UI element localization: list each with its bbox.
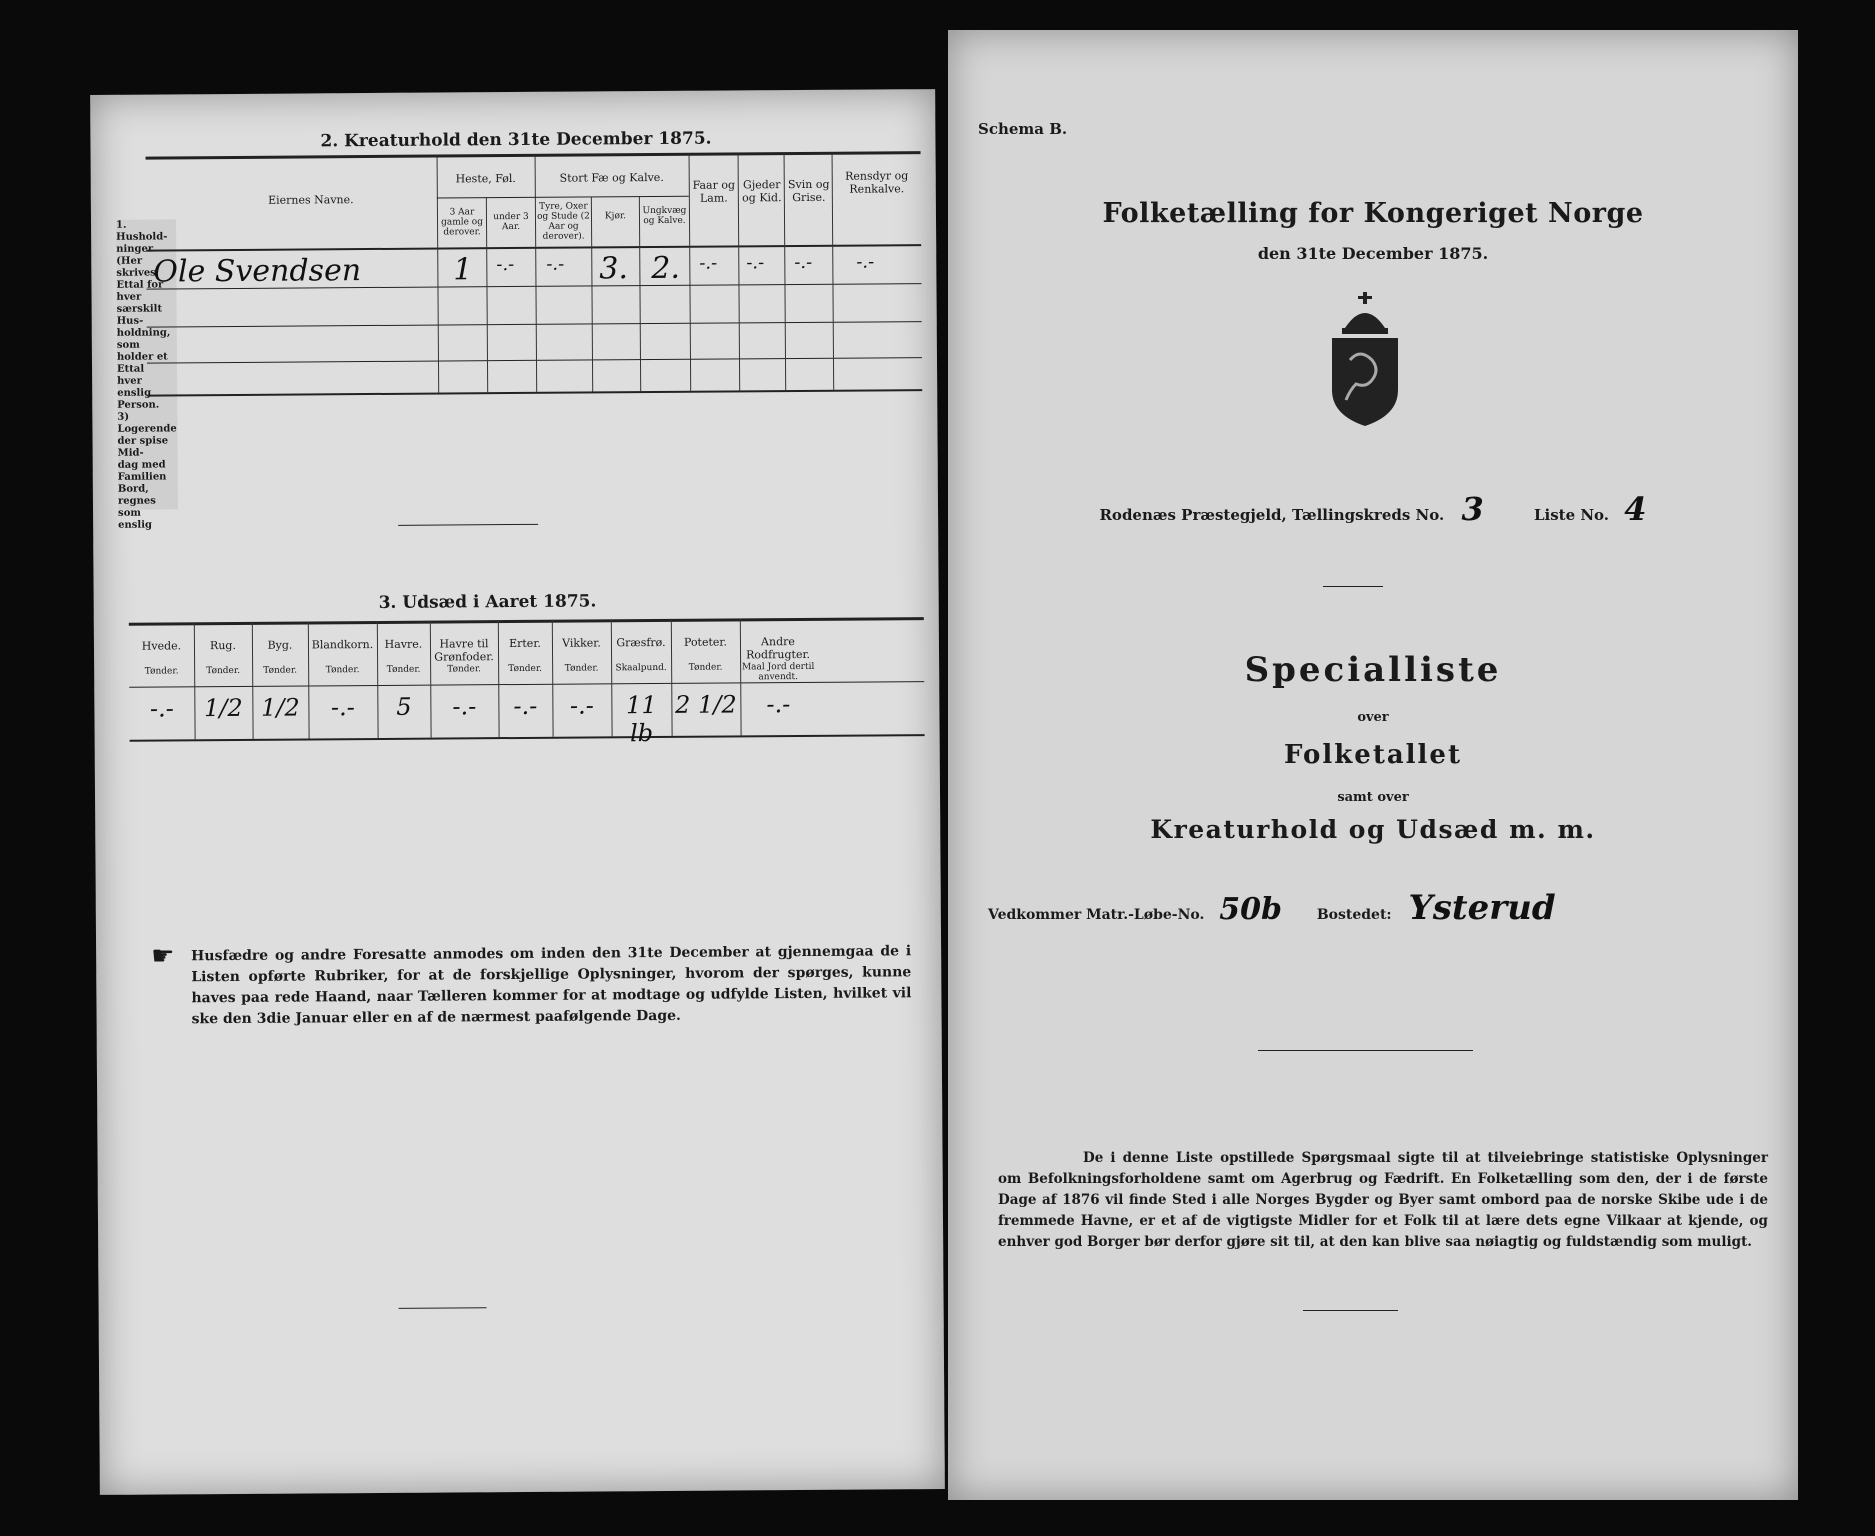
value-sheep: -.- (699, 252, 718, 274)
value-horses-b: -.- (496, 254, 515, 276)
side-strip-line: Person. (117, 399, 160, 411)
table3-value: -.- (513, 691, 538, 721)
separator-rule (398, 524, 538, 526)
table3-header-rule (129, 681, 924, 688)
header-horses-b: under 3 Aar. (493, 211, 529, 233)
table3-header: Græsfrø. (616, 635, 666, 650)
table3-unit: Tønder. (206, 665, 241, 677)
side-strip-line: Bord, regnes (117, 483, 156, 507)
value-cattle-a: -.- (546, 253, 565, 275)
pointing-hand-icon: ☛ (151, 941, 175, 972)
matr-number: 50b (1219, 892, 1282, 927)
table3-header: Andre Rodfrugter. (746, 635, 811, 662)
table3-unit: Tønder. (325, 665, 360, 676)
side-strip-line: ninger. (116, 243, 156, 255)
table3-value: 1/2 (260, 693, 300, 722)
table3-value: 2 1/2 (675, 690, 737, 719)
table3-value: -.- (149, 694, 174, 723)
section3-title: 3. Udsæd i Aaret 1875. (378, 591, 597, 613)
side-strip-line: hver enslig (117, 375, 152, 399)
specialliste-heading: Specialliste (1244, 650, 1502, 690)
coat-of-arms-icon (1320, 290, 1410, 430)
table3-unit: Tønder. (508, 663, 543, 675)
table2-col-line (535, 156, 538, 392)
table2-header-rule (146, 244, 921, 251)
table3-value: -.- (330, 693, 355, 722)
table2-col-line (437, 157, 440, 393)
table3-unit: Tønder. (263, 665, 298, 676)
table3-header: Erter. (509, 636, 541, 651)
header-horses-a: 3 Aar gamle og derover. (441, 207, 484, 238)
over-label-1: over (1357, 710, 1389, 725)
table2-row-rule-2 (147, 321, 922, 327)
signature-rule (1258, 1050, 1473, 1051)
short-rule (1323, 586, 1383, 587)
table3-header: Vikker. (562, 636, 601, 650)
table3-value: -.- (569, 691, 594, 720)
table3-top-rule (129, 617, 924, 626)
header-horses: Heste, Føl. (455, 171, 516, 186)
header-reindeer: Rensdyr og Renkalve. (845, 169, 909, 196)
value-horses-a: 1 (453, 252, 473, 288)
side-strip-line: Ettal for hver (116, 279, 164, 303)
matr-line (988, 888, 1556, 928)
side-strip-line: holder et Ettal (116, 351, 168, 375)
table2-bottom-rule (147, 389, 922, 396)
table3-unit: Maal Jord dertil anvendt. (741, 661, 815, 683)
side-strip-line: (Her skrives (116, 255, 156, 279)
table3-grid (90, 89, 935, 95)
list-label: Liste No. (1533, 506, 1610, 524)
samt-over-label: samt over (1337, 790, 1409, 805)
right-page (948, 30, 1798, 1500)
header-cattle-b: Kjør. (604, 211, 627, 222)
bosted-value: Ysterud (1408, 888, 1556, 928)
info-paragraph: De i denne Liste opstillede Spørgsmaal sigte til at tilveiebringe statistiske Oplysninger om Befolkningsforholdene samt om Agerbrug og Fædrift. En Folketælling som den, der i de første Dage af 1876 vil finde Sted i alle Norges Bygder og Byer samt ombord paa de norske Skibe ude i de fremmede Havne, er et af de vigtigste Midler for et Folk til at lære dets egne Vilkaar at kjende, og enhver god Borger bør derfor gjøre sit til, at den kan blive saa nøiagtig og fuldstændig som muligt. (998, 1150, 1768, 1250)
table2-subheader-rule (437, 196, 689, 199)
side-strip-line: 3) Logerende (117, 411, 177, 435)
value-cattle-b: 3. (599, 251, 629, 287)
table3-unit: Tønder. (447, 664, 482, 675)
schema-label: Schema B. (978, 120, 1068, 138)
table3-value: -.- (452, 692, 477, 721)
table3-header: Poteter. (683, 635, 728, 649)
side-strip-line: holdning, som (116, 327, 171, 351)
table3-unit: Tønder. (144, 666, 179, 677)
value-pigs: -.- (794, 251, 813, 274)
end-rule (1303, 1310, 1398, 1311)
parish-label: Rodenæs Præstegjeld, Tællingskreds No. (1099, 506, 1445, 524)
header-cattle-a: Tyre, Oxer og Stude (2 Aar og derover). (537, 201, 590, 242)
side-strip-line: 1. (115, 219, 127, 231)
value-goats: -.- (746, 252, 765, 274)
table3-unit: Tønder. (386, 664, 421, 675)
table3-header: Byg. (267, 638, 293, 652)
table3-header: Hvede. (141, 639, 182, 653)
table3-unit: Tønder. (564, 663, 599, 674)
header-cattle-c: Ungkvæg og Kalve. (642, 205, 687, 227)
header-goats: Gjeder og Kid. (742, 178, 782, 205)
header-pigs: Svin og Grise. (787, 177, 830, 205)
side-strip-line: Hushold- (116, 231, 168, 243)
table3-bottom-rule (130, 734, 925, 742)
bottom-rule (399, 1307, 487, 1309)
table2-top-rule (146, 151, 921, 159)
table3-value: -.- (766, 690, 791, 719)
census-date: den 31te December 1875. (1257, 244, 1489, 263)
list-number: 4 (1624, 490, 1647, 528)
value-reindeer: -.- (856, 251, 875, 273)
header-sheep: Faar og Lam. (692, 178, 736, 205)
table3-header: Rug. (209, 638, 236, 653)
table3-header: Havre. (384, 637, 423, 651)
folketallet-heading: Folketallet (1284, 740, 1462, 770)
table2-row-rule-3 (147, 357, 922, 363)
matr-label: Vedkommer Matr.-Løbe-No. (988, 907, 1205, 923)
value-cattle-c: 2. (651, 250, 681, 287)
header-cattle: Stort Fæ og Kalve. (559, 170, 664, 185)
table3-unit: Tønder. (688, 662, 723, 673)
census-title: Folketælling for Kongeriget Norge (1102, 198, 1644, 229)
owner-name: Ole Svendsen (153, 253, 362, 290)
table3-value: 11 lb (626, 691, 657, 748)
table3-header: Blandkorn. (311, 638, 374, 652)
side-strip-line: der spise Mid- (117, 435, 169, 459)
table2-col-line (591, 196, 593, 391)
side-strip-line: som enslig (118, 507, 153, 531)
left-page (90, 89, 945, 1495)
table3-header: Havre til Grønfoder. (434, 637, 494, 664)
table3-value: 5 (396, 692, 412, 721)
table3-value: 1/2 (203, 693, 243, 723)
kreaturhold-heading: Kreaturhold og Udsæd m. m. (1150, 815, 1596, 844)
header-owner: Eiernes Navne. (268, 193, 354, 207)
side-strip-line: dag med Familien (117, 459, 167, 483)
side-strip-line: særskilt Hus- (116, 303, 163, 327)
parish-line (948, 490, 1798, 528)
parish-number: 3 (1461, 490, 1484, 528)
section2-title: 2. Kreaturhold den 31te December 1875. (320, 128, 712, 152)
bosted-label: Bostedet: (1316, 907, 1392, 923)
table3-unit: Skaalpund. (615, 662, 667, 674)
notice-text: Husfædre og andre Foresatte anmodes om inden den 31te December at gjennemgaa de i Listen opførte Rubriker, for at de forskjellige Oplysninger, hvorom der spørges, kunne haves paa rede Haand, naar Tælleren kommer for at modtage og udfylde Listen, hvilket vil ske den 3die Januar eller en af de nærmest paafølgende Dage. (191, 943, 912, 1028)
